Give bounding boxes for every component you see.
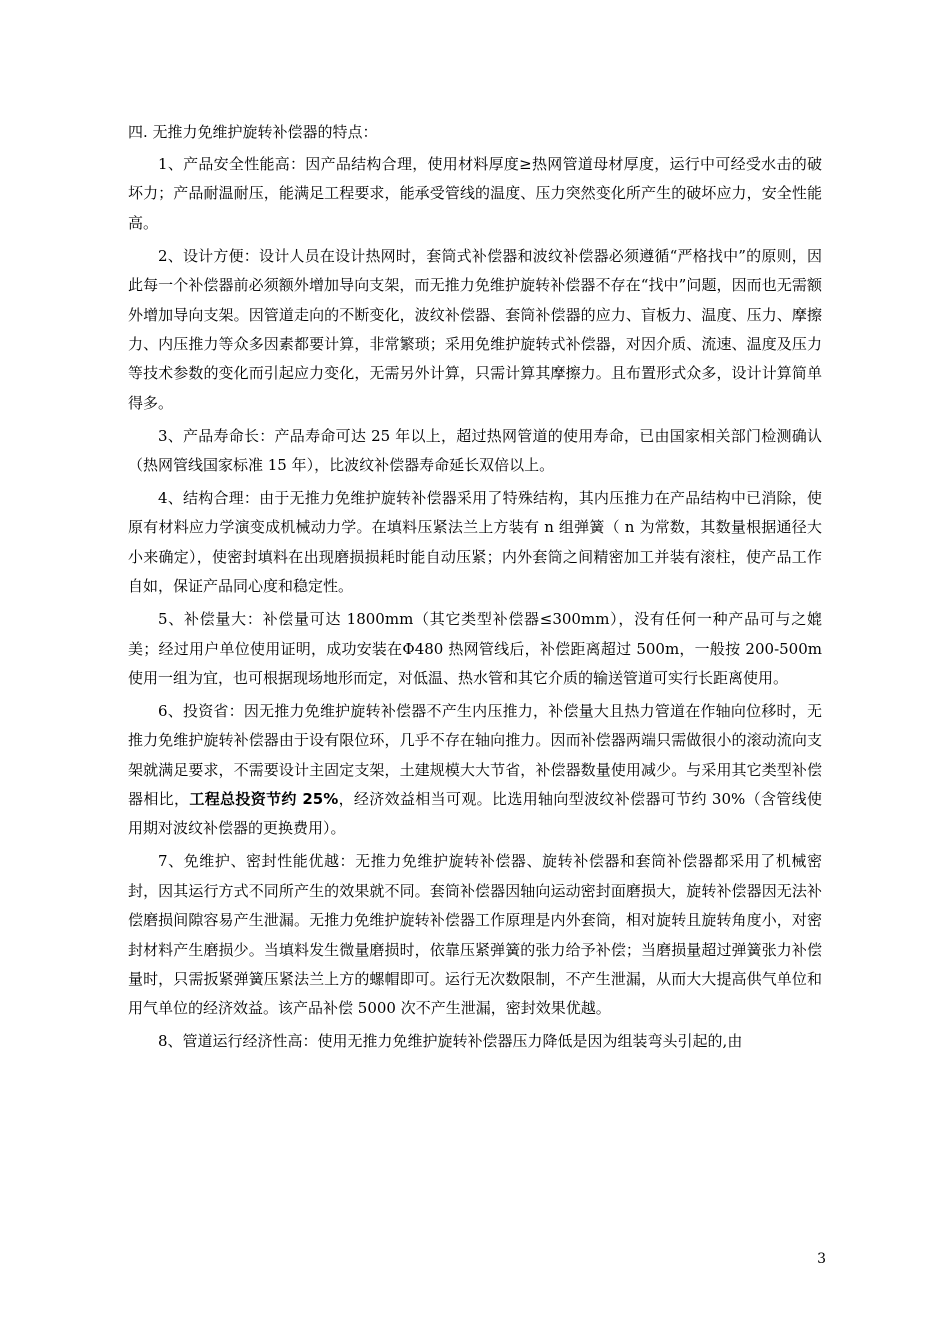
- paragraph-compensation: 5、补偿量大：补偿量可达 1800mm（其它类型补偿器≤300mm），没有任何一种产品可与之媲美；经过用户单位使用证明，成功安装在Φ480 热网管线后，补偿距离超过 500m，一般按 200-500m 使用一组为宜，也可根据现场地形而定，对低温、热水管和其它介质的输送管道可实行长距离使用。: [128, 610, 822, 687]
- paragraph-structure: 4、结构合理：由于无推力免维护旋转补偿器采用了特殊结构，其内压推力在产品结构中已消除，使原有材料应力学演变成机械动力学。在填料压紧法兰上方装有 n 组弹簧（ n 为常数，其数量根据通径大小来确定），使密封填料在出现磨损损耗时能自动压紧；内外套筒之间精密加工并装有滚柱，使产品工作自如，保证产品同心度和稳定性。: [128, 488, 822, 596]
- paragraph-design: 2、设计方便：设计人员在设计热网时，套筒式补偿器和波纹补偿器必须遵循“严格找中”的原则，因此每一个补偿器前必须额外增加导向支架，而无推力免维护旋转补偿器不存在“找中”问题，因而也无需额外增加导向支架。因管道走向的不断变化，波纹补偿器、套筒补偿器的应力、盲板力、温度、压力、摩擦力、内压推力等众多因素都要计算，非常繁琐；采用免维护旋转式补偿器，对因介质、流速、温度及压力等技术参数的变化而引起应力变化，无需另外计算，只需计算其摩擦力。且布置形式众多，设计计算简单得多。: [128, 246, 822, 412]
- paragraph-economy: 8、管道运行经济性高：使用无推力免维护旋转补偿器压力降低是因为组装弯头引起的,由: [158, 1032, 743, 1051]
- page-number: 3: [817, 1251, 826, 1267]
- investment-highlight: 工程总投资节约 25%: [189, 790, 339, 809]
- paragraph-safety: 1、产品安全性能高：因产品结构合理，使用材料厚度≥热网管道母材厚度，运行中可经受水击的破坏力；产品耐温耐压，能满足工程要求，能承受管线的温度、压力突然变化所产生的破坏应力，安全性能高。: [128, 155, 822, 232]
- section-heading: 四. 无推力免维护旋转补偿器的特点：: [128, 123, 378, 141]
- paragraph-lifespan: 3、产品寿命长：产品寿命可达 25 年以上，超过热网管道的使用寿命，已由国家相关部门检测确认（热网管线国家标准 15 年），比波纹补偿器寿命延长双倍以上。: [128, 426, 822, 475]
- investment-text-after: ，经济效益相当可观。比选用轴向型波纹补偿器可节约 30%（含管线使用期对波纹补偿器的更换费用）。: [128, 790, 822, 838]
- paragraph-investment: [128, 697, 822, 844]
- paragraph-sealing: 7、免维护、密封性能优越：无推力免维护旋转补偿器、旋转补偿器和套筒补偿器都采用了机械密封，因其运行方式不同所产生的效果就不同。套筒补偿器因轴向运动密封面磨损大，旋转补偿器因无法补偿磨损间隙容易产生泄漏。无推力免维护旋转补偿器工作原理是内外套筒，相对旋转且旋转角度小，对密封材料产生磨损少。当填料发生微量磨损时，依靠压紧弹簧的张力给予补偿；当磨损量超过弹簧张力补偿量时，只需扳紧弹簧压紧法兰上方的螺帽即可。运行无次数限制，不产生泄漏，从而大大提高供气单位和用气单位的经济效益。该产品补偿 5000 次不产生泄漏，密封效果优越。: [128, 852, 822, 1018]
- investment-text-before: 6、投资省：因无推力免维护旋转补偿器不产生内压推力，补偿量大且热力管道在作轴向位移时，无推力免维护旋转补偿器由于设有限位环，几乎不存在轴向推力。因而补偿器两端只需做很小的滚动流向支架就满足要求，不需要设计主固定支架，土建规模大大节省，补偿器数量使用减少。与采用其它类型补偿器相比，: [128, 701, 822, 809]
- document-body: [128, 118, 822, 1060]
